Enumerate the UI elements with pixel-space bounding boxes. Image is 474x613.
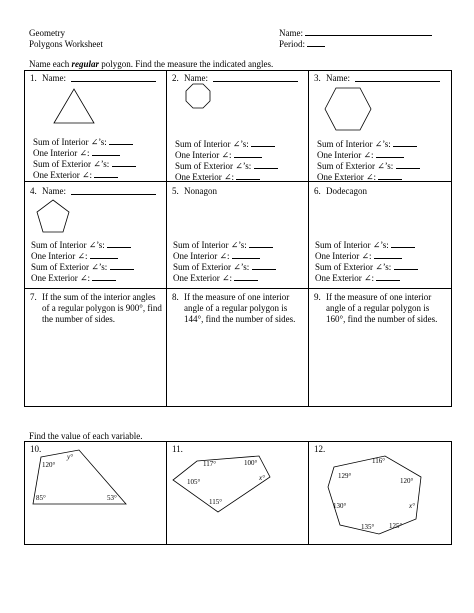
variable-label: y° <box>67 453 73 461</box>
instructions-text: polygon. Find the measure the indicated angles. <box>99 59 274 69</box>
answer-field[interactable] <box>374 250 402 259</box>
problem-cell-6 <box>309 182 452 289</box>
answer-field[interactable] <box>92 272 116 281</box>
section2-instructions: Find the value of each variable. <box>29 431 143 441</box>
answer-field[interactable] <box>234 149 262 158</box>
sum-exterior-label: Sum of Exterior ∠’s: <box>31 261 134 273</box>
one-exterior-label: One Exterior ∠: <box>317 171 402 183</box>
answer-field[interactable] <box>234 272 258 281</box>
answer-field[interactable] <box>236 171 260 180</box>
problem-number: 1. <box>30 73 37 83</box>
answer-field[interactable] <box>107 239 131 248</box>
answer-field[interactable] <box>396 160 420 169</box>
sum-interior-label: Sum of Interior ∠’s: <box>317 138 417 150</box>
heptagon-icon <box>309 442 452 545</box>
variable-label: x° <box>259 474 265 482</box>
answer-field[interactable] <box>252 261 276 270</box>
sum-exterior-label: Sum of Exterior ∠’s: <box>175 160 278 172</box>
variables-grid <box>24 441 452 545</box>
sum-interior-label: Sum of Interior ∠’s: <box>31 239 131 251</box>
question-number: 7. <box>30 292 37 302</box>
problem-number: 4. <box>30 186 37 196</box>
angle-label: 130° <box>333 502 347 510</box>
one-interior-label: One Interior ∠: <box>315 250 402 262</box>
one-interior-label: One Interior ∠: <box>33 147 120 159</box>
answer-field[interactable] <box>376 272 400 281</box>
name-row <box>279 28 432 38</box>
problem-cell-3 <box>309 71 452 182</box>
angle-label: 120° <box>42 461 56 469</box>
instructions-emphasis: regular <box>71 59 99 69</box>
period-field[interactable] <box>307 46 325 47</box>
period-row <box>279 39 325 49</box>
problem-number: 12. <box>314 444 326 454</box>
angle-label: 135° <box>361 523 375 531</box>
polygons-grid <box>24 70 452 407</box>
question-text: If the measure of one interior angle of a regular polygon is 144°, find the number of sides. <box>184 292 296 324</box>
sum-exterior-label: Sum of Exterior ∠’s: <box>173 261 276 273</box>
question-cell-8 <box>167 289 309 407</box>
section1-instructions <box>29 59 273 69</box>
problem-number: 5. <box>172 186 179 196</box>
one-exterior-label: One Exterior ∠: <box>173 272 258 284</box>
sum-interior-label: Sum of Interior ∠’s: <box>33 136 133 148</box>
answer-field[interactable] <box>232 250 260 259</box>
answer-field[interactable] <box>90 250 118 259</box>
angle-label: 115° <box>209 498 223 506</box>
name-prompt: Name: <box>42 73 66 83</box>
answer-field[interactable] <box>109 136 133 145</box>
question-cell-9 <box>309 289 452 407</box>
problem-cell-4 <box>25 182 167 289</box>
question-number: 8. <box>172 292 179 302</box>
problem-number: 6. <box>314 186 321 196</box>
angle-label: 120° <box>400 477 414 485</box>
one-interior-label: One Interior ∠: <box>173 250 260 262</box>
angle-label: 125° <box>389 522 403 530</box>
answer-field[interactable] <box>378 171 402 180</box>
name-prompt: Name: <box>42 186 66 196</box>
problem-cell-1 <box>25 71 167 182</box>
sum-exterior-label: Sum of Exterior ∠’s: <box>315 261 418 273</box>
name-field[interactable] <box>305 35 432 36</box>
answer-field[interactable] <box>251 138 275 147</box>
question-cell-7 <box>25 289 167 407</box>
angle-label: 53° <box>107 494 117 502</box>
answer-field[interactable] <box>110 261 134 270</box>
answer-field[interactable] <box>376 149 404 158</box>
problem-cell-12 <box>309 442 452 545</box>
answer-field[interactable] <box>393 138 417 147</box>
answer-field[interactable] <box>254 160 278 169</box>
name-prompt: Name: <box>326 73 350 83</box>
question-text: If the sum of the interior angles of a regular polygon is 900°, find the number of sides. <box>42 292 162 324</box>
pentagon-irregular-icon <box>167 442 309 545</box>
name-label: Name: <box>279 28 303 38</box>
answer-field[interactable] <box>391 239 415 248</box>
answer-field[interactable] <box>94 169 118 178</box>
answer-field[interactable] <box>249 239 273 248</box>
angle-label: 105° <box>187 478 201 486</box>
polygon-name: Dodecagon <box>326 186 367 196</box>
answer-field[interactable] <box>112 158 136 167</box>
problem-cell-11 <box>167 442 309 545</box>
answer-field[interactable] <box>92 147 120 156</box>
instructions-text: Name each <box>29 59 72 69</box>
sum-interior-label: Sum of Interior ∠’s: <box>315 239 415 251</box>
one-interior-label: One Interior ∠: <box>175 149 262 161</box>
answer-field[interactable] <box>394 261 418 270</box>
angle-label: 116° <box>372 457 386 465</box>
angle-label: 129° <box>338 472 352 480</box>
problem-cell-2 <box>167 71 309 182</box>
question-number: 9. <box>314 292 321 302</box>
sum-interior-label: Sum of Interior ∠’s: <box>173 239 273 251</box>
one-exterior-label: One Exterior ∠: <box>175 171 260 183</box>
sum-interior-label: Sum of Interior ∠’s: <box>175 138 275 150</box>
variable-label: x° <box>409 502 415 510</box>
question-text: If the measure of one interior angle of a regular polygon is 160°, find the number of sides. <box>326 292 438 324</box>
period-label: Period: <box>279 39 305 49</box>
one-exterior-label: One Exterior ∠: <box>31 272 116 284</box>
sum-exterior-label: Sum of Exterior ∠’s: <box>33 158 136 170</box>
angle-label: 100° <box>244 459 258 467</box>
one-interior-label: One Interior ∠: <box>31 250 118 262</box>
sum-exterior-label: Sum of Exterior ∠’s: <box>317 160 420 172</box>
problem-number: 11. <box>172 444 183 454</box>
one-interior-label: One Interior ∠: <box>317 149 404 161</box>
one-exterior-label: One Exterior ∠: <box>315 272 400 284</box>
polygon-name: Nonagon <box>184 186 217 196</box>
problem-cell-5 <box>167 182 309 289</box>
problem-number: 3. <box>314 73 321 83</box>
angle-label: 85° <box>36 494 46 502</box>
name-prompt: Name: <box>184 73 208 83</box>
angle-label: 117° <box>203 460 217 468</box>
subject-label: Geometry <box>29 28 65 38</box>
problem-number: 10. <box>30 444 42 454</box>
quadrilateral-icon <box>25 442 167 545</box>
problem-number: 2. <box>172 73 179 83</box>
worksheet-title: Polygons Worksheet <box>29 39 103 49</box>
problem-cell-10 <box>25 442 167 545</box>
one-exterior-label: One Exterior ∠: <box>33 169 118 181</box>
